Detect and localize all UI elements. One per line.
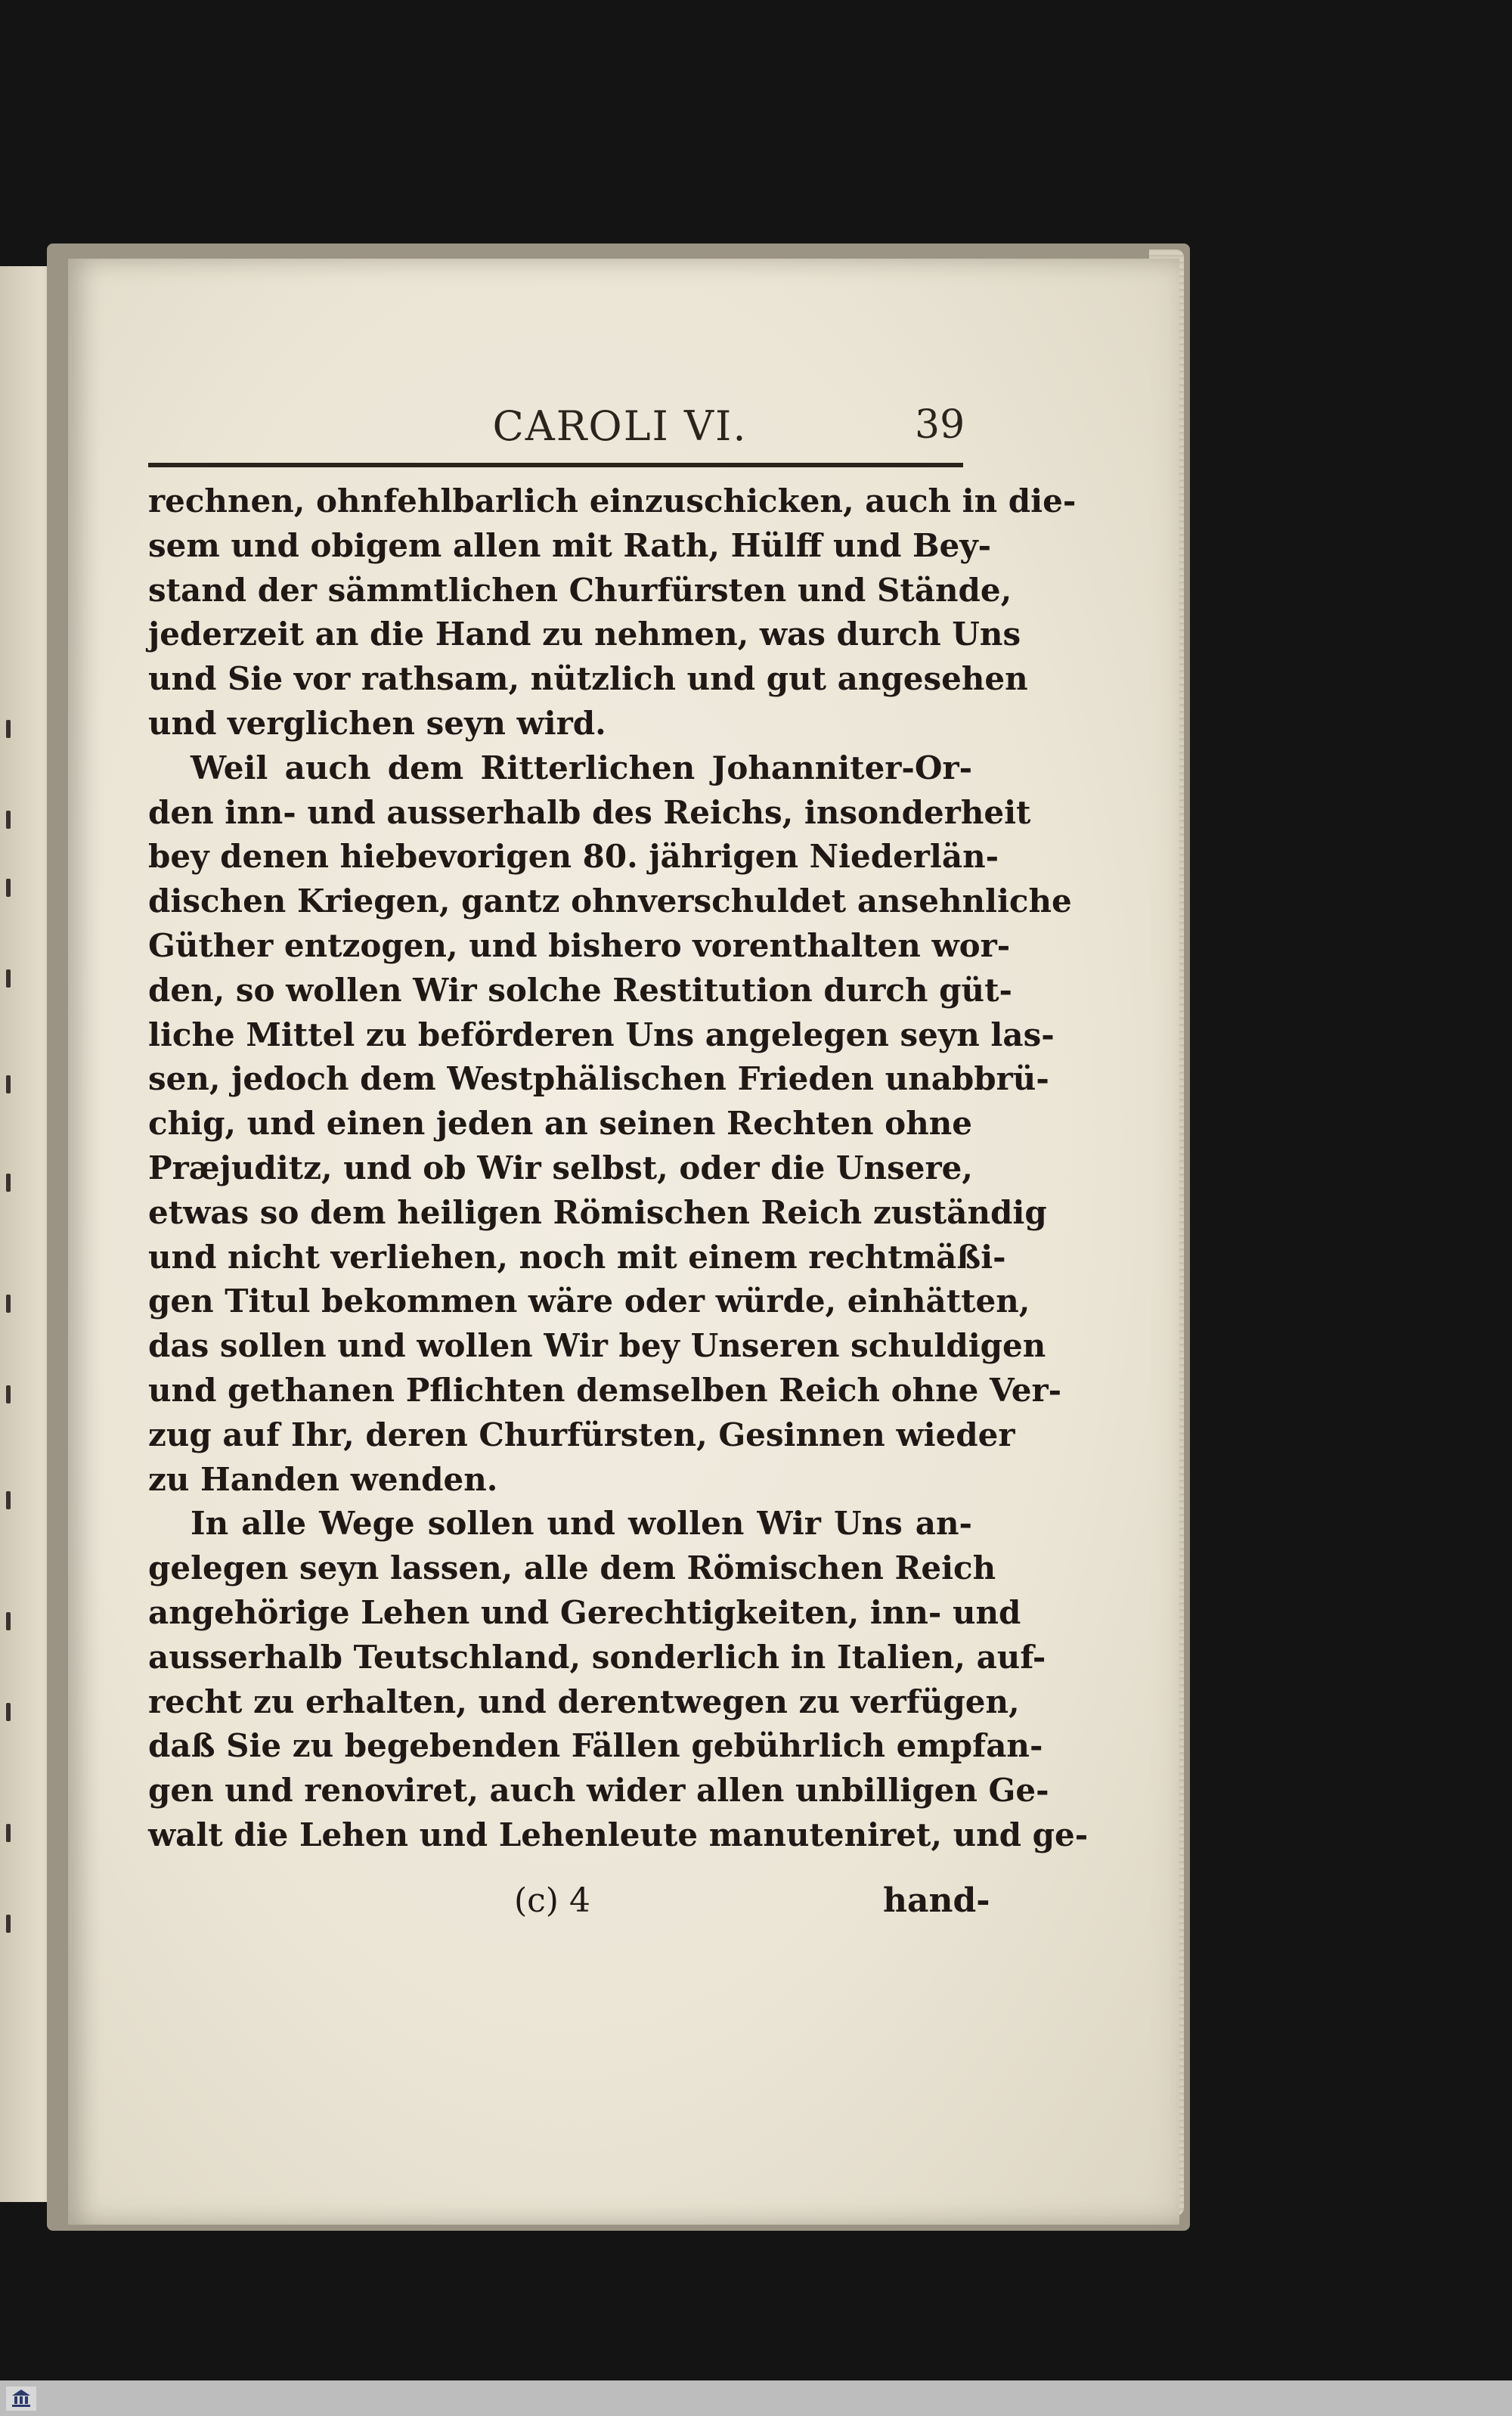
text-line: dischen Kriegen, gantz ohnverschuldet ansehnliche	[148, 882, 1072, 920]
text-line: Weil auch dem Ritterlichen Johanniter-Or-	[191, 749, 972, 786]
text-line: stand der sämmtlichen Churfürsten und Stände,	[148, 571, 1012, 609]
text-line: recht zu erhalten, und derentwegen zu verfügen,	[148, 1683, 1020, 1720]
signature-mark: (c) 4	[514, 1881, 590, 1920]
text-line: ausserhalb Teutschland, sonderlich in Italien, auf-	[148, 1638, 1046, 1676]
text-line: zu Handen wenden.	[148, 1460, 498, 1498]
text-line: gen und renoviret, auch wider allen unbilligen Ge-	[148, 1772, 1049, 1810]
text-line: liche Mittel zu beförderen Uns angelegen seyn las-	[148, 1016, 1055, 1053]
text-line: daß Sie zu begebenden Fällen gebührlich empfan-	[148, 1727, 1043, 1765]
text-line: und verglichen seyn wird.	[148, 704, 606, 742]
text-line: etwas so dem heiligen Römischen Reich zuständig	[148, 1193, 1047, 1231]
text-line: Præjuditz, und ob Wir selbst, oder die Unsere,	[148, 1149, 973, 1186]
text-line: den inn- und ausserhalb des Reichs, insonderheit	[148, 793, 1031, 831]
text-line: das sollen und wollen Wir bey Unseren schuldigen	[148, 1327, 1046, 1365]
left-page-bleed-marks	[6, 720, 21, 1930]
text-line: bey denen hiebevorigen 80. jährigen Niederlän-	[148, 838, 999, 876]
library-logo-icon	[6, 2387, 36, 2411]
text-line: rechnen, ohnfehlbarlich einzuschicken, auch in die-	[148, 482, 1077, 519]
running-head: CAROLI VI.	[492, 402, 748, 450]
body-text	[148, 479, 1089, 1858]
page-number: 39	[915, 402, 965, 448]
text-line: gen Titul bekommen wäre oder würde, einhätten,	[148, 1282, 1030, 1320]
text-line: den, so wollen Wir solche Restitution durch güt-	[148, 971, 1012, 1009]
viewer-bottom-bar	[0, 2380, 1512, 2416]
text-line: und gethanen Pflichten demselben Reich ohne Ver-	[148, 1371, 1062, 1409]
text-line: sem und obigem allen mit Rath, Hülff und Bey-	[148, 526, 992, 564]
text-line: walt die Lehen und Lehenleute manuteniret, und ge-	[148, 1816, 1089, 1853]
text-line: sen, jedoch dem Westphälischen Frieden unabbrü-	[148, 1060, 1049, 1098]
text-line: gelegen seyn lassen, alle dem Römischen Reich	[148, 1549, 996, 1587]
text-line: chig, und einen jeden an seinen Rechten ohne	[148, 1105, 972, 1143]
text-line: jederzeit an die Hand zu nehmen, was durch Uns	[148, 616, 1021, 653]
text-line: und nicht verliehen, noch mit einem rechtmäßi-	[148, 1238, 1006, 1276]
header-rule	[148, 463, 963, 467]
text-line: und Sie vor rathsam, nützlich und gut angesehen	[148, 660, 1028, 698]
text-line: zug auf Ihr, deren Churfürsten, Gesinnen wieder	[148, 1416, 1015, 1453]
text-line: In alle Wege sollen und wollen Wir Uns an-	[191, 1505, 972, 1543]
catchword: hand-	[883, 1881, 990, 1920]
text-line: Güther entzogen, und bishero vorenthalten wor-	[148, 926, 1011, 964]
text-line: angehörige Lehen und Gerechtigkeiten, inn- und	[148, 1593, 1021, 1631]
